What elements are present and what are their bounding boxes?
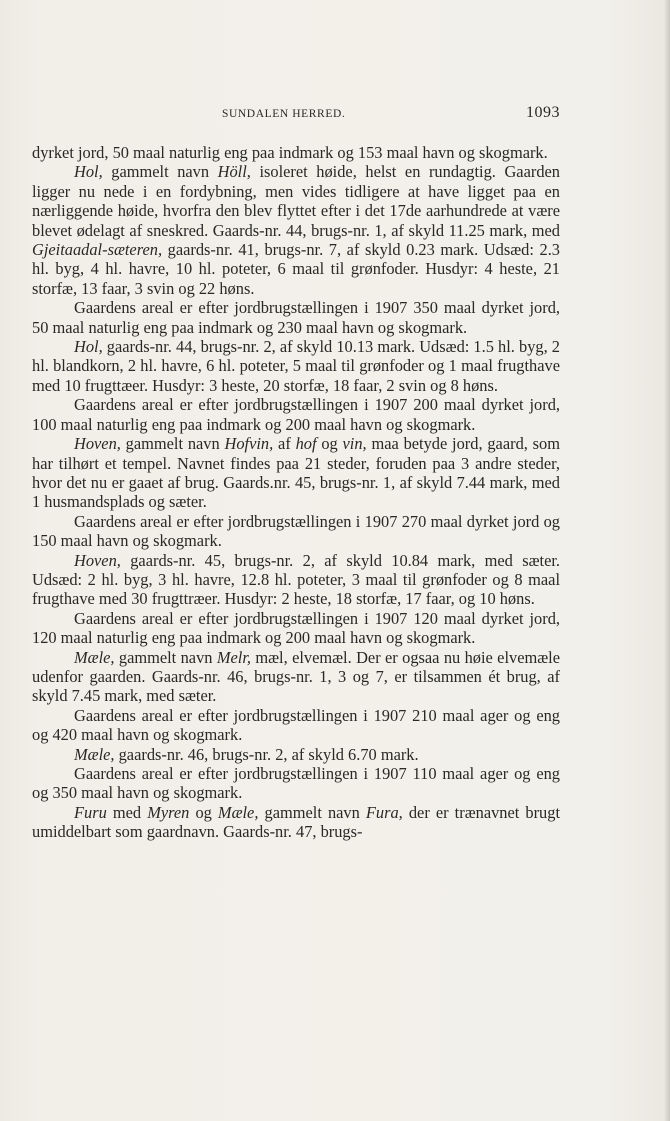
italic-name: Furu <box>74 802 107 822</box>
body-text <box>32 143 560 842</box>
page-edge-shadow <box>664 0 670 1121</box>
text-run: og <box>189 802 218 822</box>
paragraph <box>32 434 560 512</box>
paragraph <box>32 162 560 298</box>
text-run: Gaardens areal er efter jordbrugstællingen i 1907 350 maal dyrket jord, 50 maal naturlig eng paa indmark og 230 maal havn og skogmark. <box>32 298 560 337</box>
text-run: dyrket jord, 50 maal naturlig eng paa indmark og 153 maal havn og skogmark. <box>32 143 548 162</box>
text-run: og <box>316 434 343 454</box>
page-header <box>32 104 560 128</box>
text-run: gammelt navn <box>120 434 225 454</box>
paragraph <box>32 803 560 842</box>
italic-name: Melr, <box>216 647 251 667</box>
italic-name: Mæle, <box>74 647 115 667</box>
text-run: gaards-nr. 41, brugs-nr. 7, af skyld 0.23 mark. Udsæd: 2.3 hl. byg, 4 hl. havre, 10 hl. poteter, 6 maal til grønfoder. Husdyr: 4 heste, 21 storfæ, 13 faar, 3 svin og 22 høns. <box>32 240 560 298</box>
paragraph <box>32 298 560 337</box>
text-run: maa betyde jord, gaard, som har tilhørt et tempel. Navnet findes paa 21 steder, foruden paa 3 andre steder, hvor det nu er gaaet af brug. Gaards.nr. 45, brugs-nr. 1, af skyld 7.44 mark, med 1 husmandsplads og sæter. <box>32 434 560 512</box>
text-run: med <box>106 802 148 822</box>
italic-name: vin, <box>342 434 367 454</box>
italic-name: Höll, <box>217 162 251 182</box>
paragraph <box>32 143 560 162</box>
paragraph <box>32 337 560 395</box>
text-run: Gaardens areal er efter jordbrugstællingen i 1907 200 maal dyrket jord, 100 maal naturlig eng paa indmark og 200 maal havn og skogmark. <box>32 395 560 434</box>
text-run: isoleret høide, helst en rundagtig. Gaarden ligger nu nede i en fordybning, men vides tidligere at have ligget paa en nærliggende høide, hvorfra den blev flyttet efter i det 17de aarhundrede at være blevet ødelagt af sneskred. Gaards-nr. 44, brugs-nr. 1, af skyld 11.25 mark, med <box>32 162 560 240</box>
text-run: af <box>273 434 296 454</box>
italic-name: Hoven, <box>74 550 121 570</box>
italic-name: Hol, <box>74 337 103 357</box>
italic-name: Mæle, <box>217 802 259 822</box>
paragraph <box>32 395 560 434</box>
italic-name: Myren <box>147 802 190 822</box>
text-run: gammelt navn <box>114 647 217 667</box>
paragraph <box>32 648 560 706</box>
italic-name: Gjeitaadal-sæteren, <box>32 240 163 260</box>
italic-name: Hol, <box>74 162 103 182</box>
text-run: gaards-nr. 45, brugs-nr. 2, af skyld 10.84 mark, med sæter. Udsæd: 2 hl. byg, 3 hl. havre, 12.8 hl. poteter, 3 maal til grønfoder og 8 maal frugthave med 30 frugttræer. Husdyr: 2 heste, 18 storfæ, 17 faar, og 10 høns. <box>32 550 560 609</box>
paragraph <box>32 609 560 648</box>
text-run: der er trænavnet brugt umiddelbart som gaardnavn. Gaards-nr. 47, brugs- <box>32 802 560 842</box>
italic-name: hof <box>295 434 317 454</box>
italic-name: Mæle, <box>74 744 115 764</box>
text-run: mæl, elvemæl. Der er ogsaa nu høie elvemæle udenfor gaarden. Gaards-nr. 46, brugs-nr. 1, 3 og 7, er tilsammen ét brug, af skyld 7.45 mark, med sæter. <box>32 647 560 706</box>
paragraph <box>32 706 560 745</box>
italic-name: Hoven, <box>74 434 121 454</box>
text-run: Gaardens areal er efter jordbrugstællingen i 1907 270 maal dyrket jord og 150 maal havn og skogmark. <box>32 511 560 551</box>
text-run: gaards-nr. 46, brugs-nr. 2, af skyld 6.70 mark. <box>114 744 419 764</box>
text-run: Gaardens areal er efter jordbrugstællingen i 1907 210 maal ager og eng og 420 maal havn og skogmark. <box>32 705 560 745</box>
page-number: 1093 <box>526 104 560 121</box>
paragraph <box>32 551 560 609</box>
running-head: SUNDALEN HERRED. <box>222 108 346 120</box>
text-run: Gaardens areal er efter jordbrugstællingen i 1907 110 maal ager og eng og 350 maal havn og skogmark. <box>32 764 560 803</box>
text-run: gammelt navn <box>258 802 366 822</box>
text-run: gammelt navn <box>102 162 218 182</box>
paragraph <box>32 512 560 551</box>
paragraph <box>32 745 560 764</box>
text-run: Gaardens areal er efter jordbrugstællingen i 1907 120 maal dyrket jord, 120 maal naturlig eng paa indmark og 200 maal havn og skogmark. <box>32 608 560 648</box>
italic-name: Hofvin, <box>224 434 274 454</box>
text-run: gaards-nr. 44, brugs-nr. 2, af skyld 10.13 mark. Udsæd: 1.5 hl. byg, 2 hl. blandkorn, 2 hl. havre, 6 hl. poteter, 5 maal til grønfoder og 1 maal frugthave med 10 frugttæer. Husdyr: 3 heste, 20 storfæ, 18 faar, 2 svin og 8 høns. <box>32 337 560 395</box>
paragraph <box>32 764 560 803</box>
italic-name: Fura, <box>365 802 403 822</box>
